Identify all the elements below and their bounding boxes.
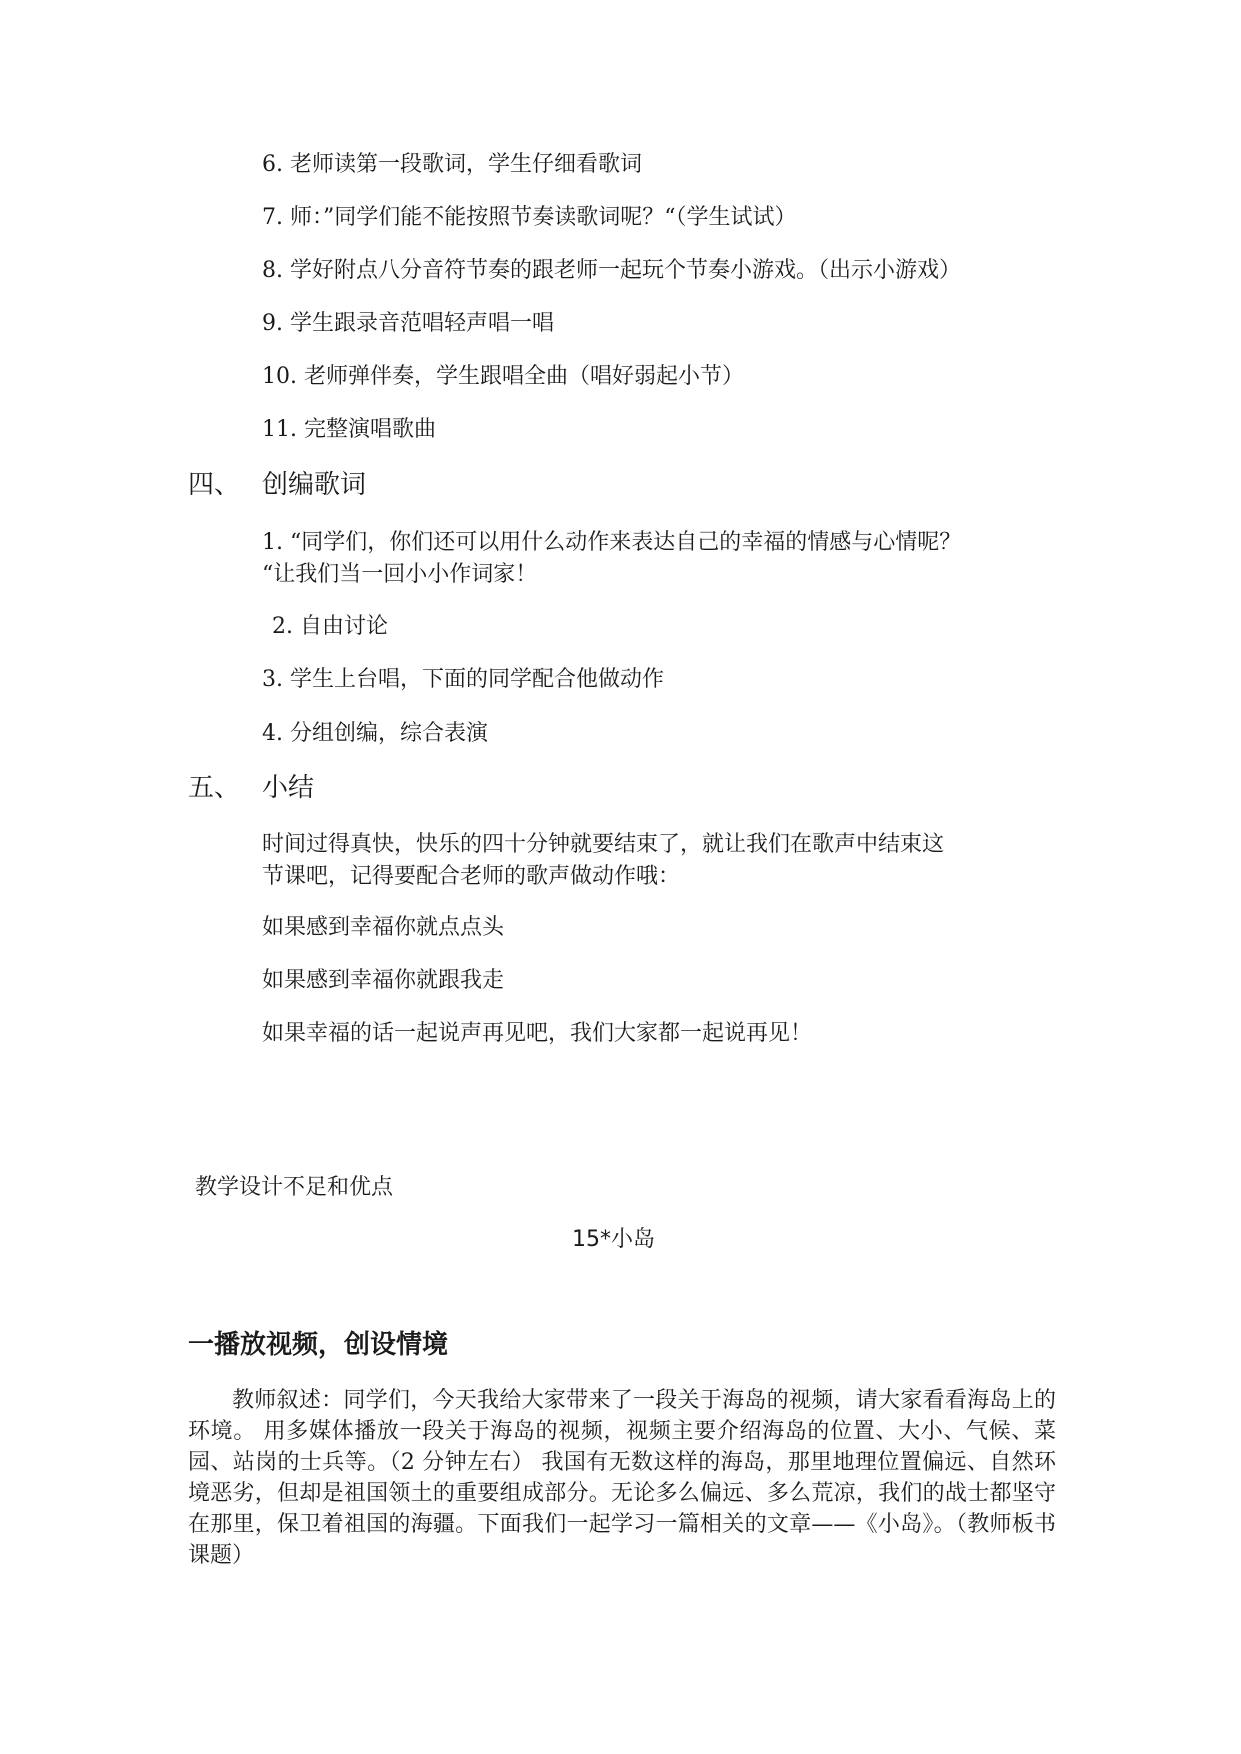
section-5-paragraph-line-1: 时间过得真快，快乐的四十分钟就要结束了，就让我们在歌声中结束这 [262, 832, 945, 857]
part-1-paragraph: 教师叙述：同学们，今天我给大家带来了一段关于海岛的视频，请大家看看海岛上的环境。 用多媒体播放一段关于海岛的视频，视频主要介绍海岛的位置、大小、气候、菜园、站岗的士兵等。（2 分钟左右） 我国有无数这样的海岛，那里地理位置偏远、自然环境恶劣，但却是祖国领土的重要组成部分。无论多么偏远、多么荒凉，我们的战士都坚守在那里，保卫着祖国的海疆。下面我们一起学习一篇相关的文章——《小岛》。（教师板书课题） [188, 1388, 1056, 1568]
section-5-title: 小结 [262, 773, 315, 803]
section-4-title: 创编歌词 [262, 470, 367, 500]
step-9: 9. 学生跟录音范唱轻声唱一唱 [262, 311, 554, 336]
design-note: 教学设计不足和优点 [195, 1175, 394, 1200]
step-11: 11. 完整演唱歌曲 [262, 417, 436, 442]
section-4-item-3: 3. 学生上台唱，下面的同学配合他做动作 [262, 667, 664, 692]
lyric-line-3: 如果幸福的话一起说声再见吧，我们大家都一起说再见！ [262, 1021, 813, 1046]
step-6: 6. 老师读第一段歌词，学生仔细看歌词 [262, 152, 642, 177]
lyric-line-1: 如果感到幸福你就点点头 [262, 915, 505, 940]
section-4-item-1-line-2: “让我们当一回小小作词家！ [262, 562, 538, 587]
section-4-item-1-line-1: 1. “同学们，你们还可以用什么动作来表达自己的幸福的情感与心情呢？ [262, 530, 962, 555]
step-8: 8. 学好附点八分音符节奏的跟老师一起玩个节奏小游戏。（出示小游戏） [262, 258, 961, 283]
section-5-number: 五、 [188, 773, 241, 803]
lesson-title: 15*小岛 [572, 1227, 655, 1252]
section-5-paragraph-line-2: 节课吧，记得要配合老师的歌声做动作哦： [262, 864, 681, 889]
step-7: 7. 师：”同学们能不能按照节奏读歌词呢？“（学生试试） [262, 205, 797, 230]
lyric-line-2: 如果感到幸福你就跟我走 [262, 968, 505, 993]
section-4-item-2: 2. 自由讨论 [272, 614, 388, 639]
part-1-heading: 一播放视频，创设情境 [188, 1330, 449, 1360]
section-4-number: 四、 [188, 470, 241, 500]
step-10: 10. 老师弹伴奏，学生跟唱全曲（唱好弱起小节） [262, 364, 744, 389]
section-4-item-4: 4. 分组创编，综合表演 [262, 721, 488, 746]
